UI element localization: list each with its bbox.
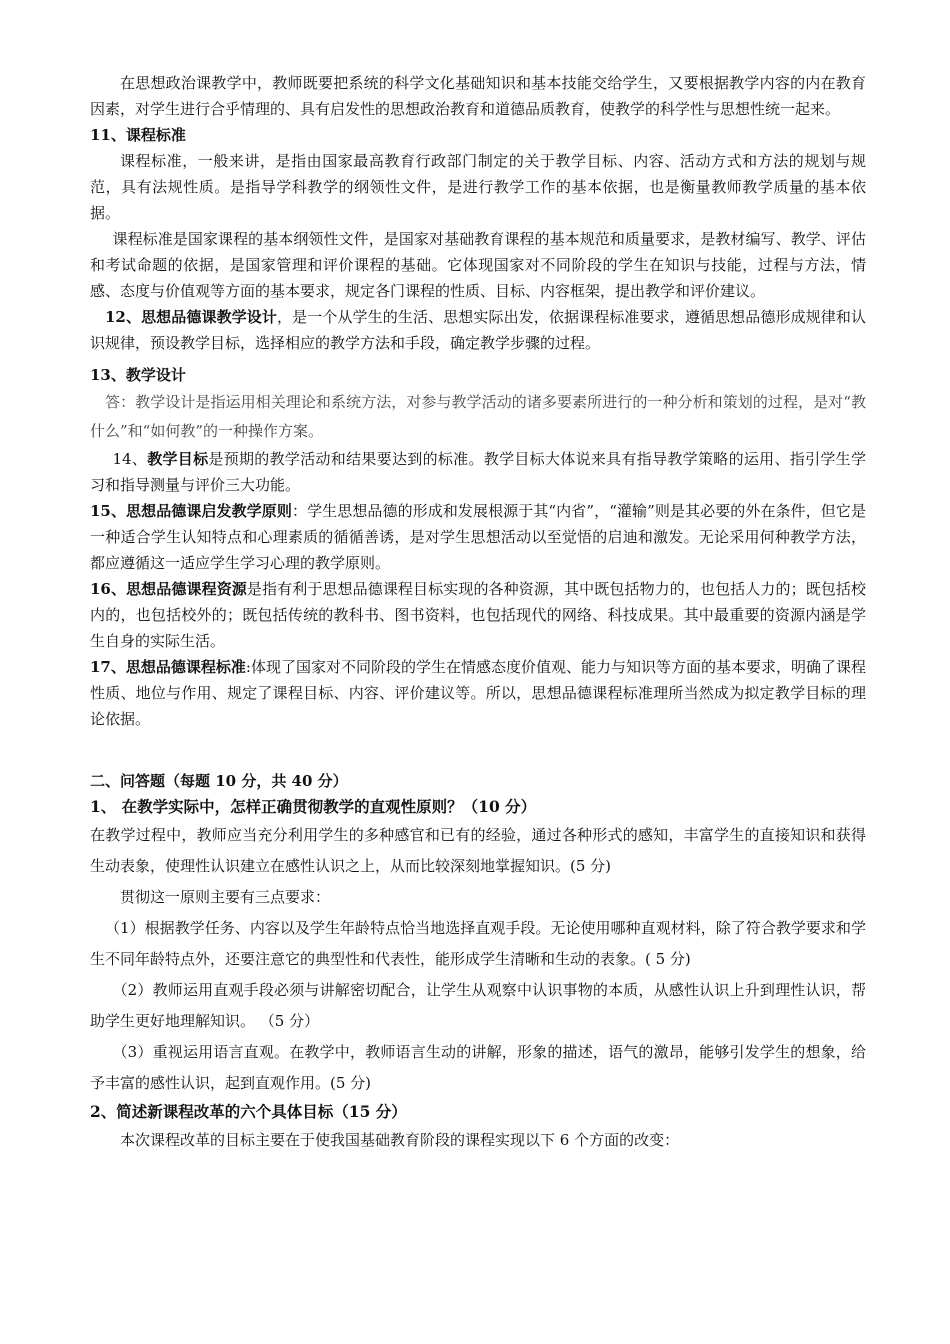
paragraph-17 <box>90 654 866 732</box>
question-1-paragraph-5: （3）重视运用语言直观。在教学中，教师语言生动的讲解，形象的描述，语气的激昂，能够引发学生的想象，给予丰富的感性认识，起到直观作用。(5 分) <box>90 1043 866 1092</box>
intro-paragraph: 在思想政治课教学中，教师既要把系统的科学文化基础知识和基本技能交给学生，又要根据教学内容的内在教育因素，对学生进行合乎情理的、具有启发性的思想政治教育和道德品质教育，使教学的科学性与思想性统一起来。 <box>90 74 866 118</box>
question-1-paragraph-4: （2）教师运用直观手段必须与讲解密切配合，让学生从观察中认识事物的本质，从感性认识上升到理性认识，帮助学生更好地理解知识。 （5 分） <box>90 981 866 1030</box>
paragraph-15 <box>90 498 866 576</box>
question-2: 2、简述新课程改革的六个具体目标（15 分） <box>90 1102 407 1121</box>
paragraph-14 <box>90 446 866 498</box>
paragraph-16 <box>90 576 866 654</box>
body-16: 是指有利于思想品德课程目标实现的各种资源，其中既包括物力的，也包括人力的；既包括校内的，也包括校外的；既包括传统的教科书、图书资料，也包括现代的网络、科技成果。其中最重要的资源内涵是学生自身的实际生活。 <box>90 580 866 650</box>
spacer <box>90 732 866 768</box>
question-1: 1、 在教学实际中，怎样正确贯彻教学的直观性原则？（10 分） <box>90 797 537 816</box>
heading-11: 11、课程标准 <box>90 126 186 144</box>
question-1-paragraph-2: 贯彻这一原则主要有三点要求： <box>120 888 331 906</box>
paragraph-11a: 课程标准，一般来讲，是指由国家最高教育行政部门制定的关于教学目标、内容、活动方式和方法的规划与规范，具有法规性质。是指导学科教学的纲领性文件，是进行教学工作的基本依据，也是衡量教师教学质量的基本依据。 <box>90 152 866 222</box>
section-2-heading: 二、问答题（每题 10 分，共 40 分） <box>90 772 348 790</box>
body-17: :体现了国家对不同阶段的学生在情感态度价值观、能力与知识等方面的基本要求，明确了课程性质、地位与作用、规定了课程目标、内容、评价建议等。所以，思想品德课程标准理所当然成为拟定教学目标的理论依据。 <box>90 658 866 728</box>
question-2-paragraph-1: 本次课程改革的目标主要在于使我国基础教育阶段的课程实现以下 6 个方面的改变： <box>120 1131 680 1149</box>
term-17: 17、思想品德课程标准 <box>90 658 246 676</box>
num-14: 14、 <box>112 450 148 468</box>
term-12: 12、思想品德课教学设计 <box>105 308 278 326</box>
paragraph-12 <box>90 304 866 356</box>
paragraph-13: 答：教学设计是指运用相关理论和系统方法，对参与教学活动的诸多要素所进行的一种分析和策划的过程，是对“教什么”和“如何教”的一种操作方案。 <box>90 393 866 440</box>
body-12: ，是一个从学生的生活、思想实际出发，依据课程标准要求，遵循思想品德形成规律和认识规律，预设教学目标，选择相应的教学方法和手段，确定教学步骤的过程。 <box>90 308 866 352</box>
question-1-paragraph-3: （1）根据教学任务、内容以及学生年龄特点恰当地选择直观手段。无论使用哪种直观材料，除了符合教学要求和学生不同年龄特点外，还要注意它的典型性和代表性，能形成学生清晰和生动的表象。( 5 分) <box>90 919 866 968</box>
question-1-paragraph-1: 在教学过程中，教师应当充分利用学生的多种感官和已有的经验，通过各种形式的感知，丰富学生的直接知识和获得生动表象，使理性认识建立在感性认识之上，从而比较深刻地掌握知识。(5 分) <box>90 826 866 875</box>
document-page <box>90 70 866 1156</box>
term-14: 教学目标 <box>147 450 209 468</box>
body-15: ：学生思想品德的形成和发展根源于其“内省”，“灌输”则是其必要的外在条件，但它是一种适合学生认知特点和心理素质的循循善诱，是对学生思想活动以至觉悟的启迪和激发。无论采用何种教学方法，都应遵循这一适应学生学习心理的教学原则。 <box>90 502 866 572</box>
paragraph-11b: 课程标准是国家课程的基本纲领性文件，是国家对基础教育课程的基本规范和质量要求，是教材编写、教学、评估和考试命题的依据，是国家管理和评价课程的基础。它体现国家对不同阶段的学生在知识与技能，过程与方法，情感、态度与价值观等方面的基本要求，规定各门课程的性质、目标、内容框架，提出教学和评价建议。 <box>90 230 866 300</box>
term-16: 16、思想品德课程资源 <box>90 580 247 598</box>
heading-13: 13、教学设计 <box>90 366 186 384</box>
body-14: 是预期的教学活动和结果要达到的标准。教学目标大体说来具有指导教学策略的运用、指引学生学习和指导测量与评价三大功能。 <box>90 450 866 494</box>
term-15: 15、思想品德课启发教学原则 <box>90 502 292 520</box>
